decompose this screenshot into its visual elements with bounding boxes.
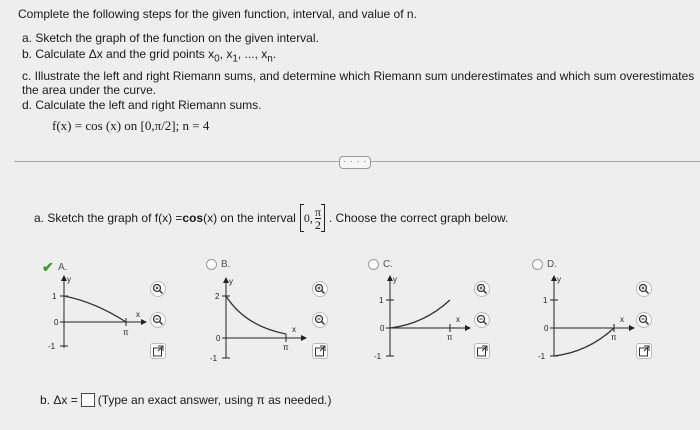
radio-button[interactable]	[532, 259, 543, 270]
external-link-icon[interactable]	[150, 343, 166, 359]
zoom-in-icon[interactable]	[636, 281, 652, 297]
function-statement: f(x) = cos (x) on [0,π/2]; n = 4	[52, 118, 210, 133]
svg-text:x: x	[136, 310, 140, 319]
svg-text:0: 0	[380, 324, 385, 333]
zoom-in-icon[interactable]	[150, 281, 166, 297]
zoom-out-icon[interactable]	[474, 312, 490, 328]
graph-option-b	[200, 274, 310, 364]
option-a[interactable]: ✔ A.	[42, 259, 68, 275]
fraction: $\frac{\pi}{2}$	[314, 204, 321, 232]
option-d[interactable]: D.	[532, 259, 557, 270]
svg-text:-1: -1	[538, 352, 546, 361]
zoom-in-icon[interactable]	[312, 281, 328, 297]
zoom-out-icon[interactable]	[150, 312, 166, 328]
zoom-out-icon[interactable]	[312, 312, 328, 328]
step-a: a. Sketch the graph of the function on the given interval.	[22, 31, 319, 45]
svg-text:0: 0	[54, 318, 59, 327]
external-link-icon[interactable]	[312, 343, 328, 359]
delta-x-answer-input[interactable]	[81, 393, 95, 407]
step-d: d. Calculate the left and right Riemann sums.	[22, 98, 262, 112]
svg-text:1: 1	[379, 296, 384, 305]
zoom-out-icon[interactable]	[636, 312, 652, 328]
external-link-icon[interactable]	[474, 343, 490, 359]
svg-text:2: 2	[215, 292, 220, 301]
radio-button[interactable]	[368, 259, 379, 270]
graph-option-c	[364, 272, 474, 362]
svg-text:x: x	[620, 315, 624, 324]
graph-option-a	[40, 272, 150, 362]
checkmark-icon: ✔	[42, 259, 54, 275]
svg-text:0: 0	[544, 324, 549, 333]
svg-text:π: π	[447, 333, 453, 342]
svg-text:0: 0	[216, 334, 221, 343]
instructions	[18, 6, 700, 146]
svg-text:y: y	[67, 275, 71, 284]
svg-text:y: y	[229, 277, 233, 286]
option-b[interactable]: B.	[206, 259, 230, 270]
question-b: b. Δx = (Type an exact answer, using π as needed.)	[40, 393, 332, 407]
option-c[interactable]: C.	[368, 259, 393, 270]
interval-bracket: 0, $\frac{\pi}{2}$	[300, 204, 325, 232]
svg-text:y: y	[393, 275, 397, 284]
step-c: c. Illustrate the left and right Riemann sums, and determine which Riemann sum underestimates and which sum overestimates	[22, 69, 695, 83]
svg-text:π: π	[123, 328, 129, 337]
svg-text:x: x	[292, 325, 296, 334]
instructions-line: Complete the following steps for the given function, interval, and value of n.	[18, 7, 417, 21]
external-link-icon[interactable]	[636, 343, 652, 359]
svg-text:-1: -1	[48, 342, 56, 351]
svg-text:π: π	[283, 343, 289, 352]
step-b: b. Calculate Δx and the grid points $x_0$, $x_1$, ..., $x_n$.	[22, 47, 277, 65]
svg-text:x: x	[456, 315, 460, 324]
svg-text:-1: -1	[210, 354, 218, 363]
zoom-in-icon[interactable]	[474, 281, 490, 297]
svg-text:-1: -1	[374, 352, 382, 361]
step-c-continued: the area under the curve.	[22, 83, 157, 97]
graph-option-d	[528, 272, 638, 362]
svg-text:1: 1	[543, 296, 548, 305]
radio-button[interactable]	[206, 259, 217, 270]
question-a: a. Sketch the graph of f(x) = cos (x) on the interval 0, $\frac{\pi}{2}$ . Choose the correct graph below.	[34, 204, 509, 232]
svg-text:1: 1	[52, 292, 57, 301]
expand-button[interactable]: · · · ·	[339, 156, 371, 169]
svg-text:y: y	[557, 275, 561, 284]
svg-text:π: π	[611, 333, 617, 342]
